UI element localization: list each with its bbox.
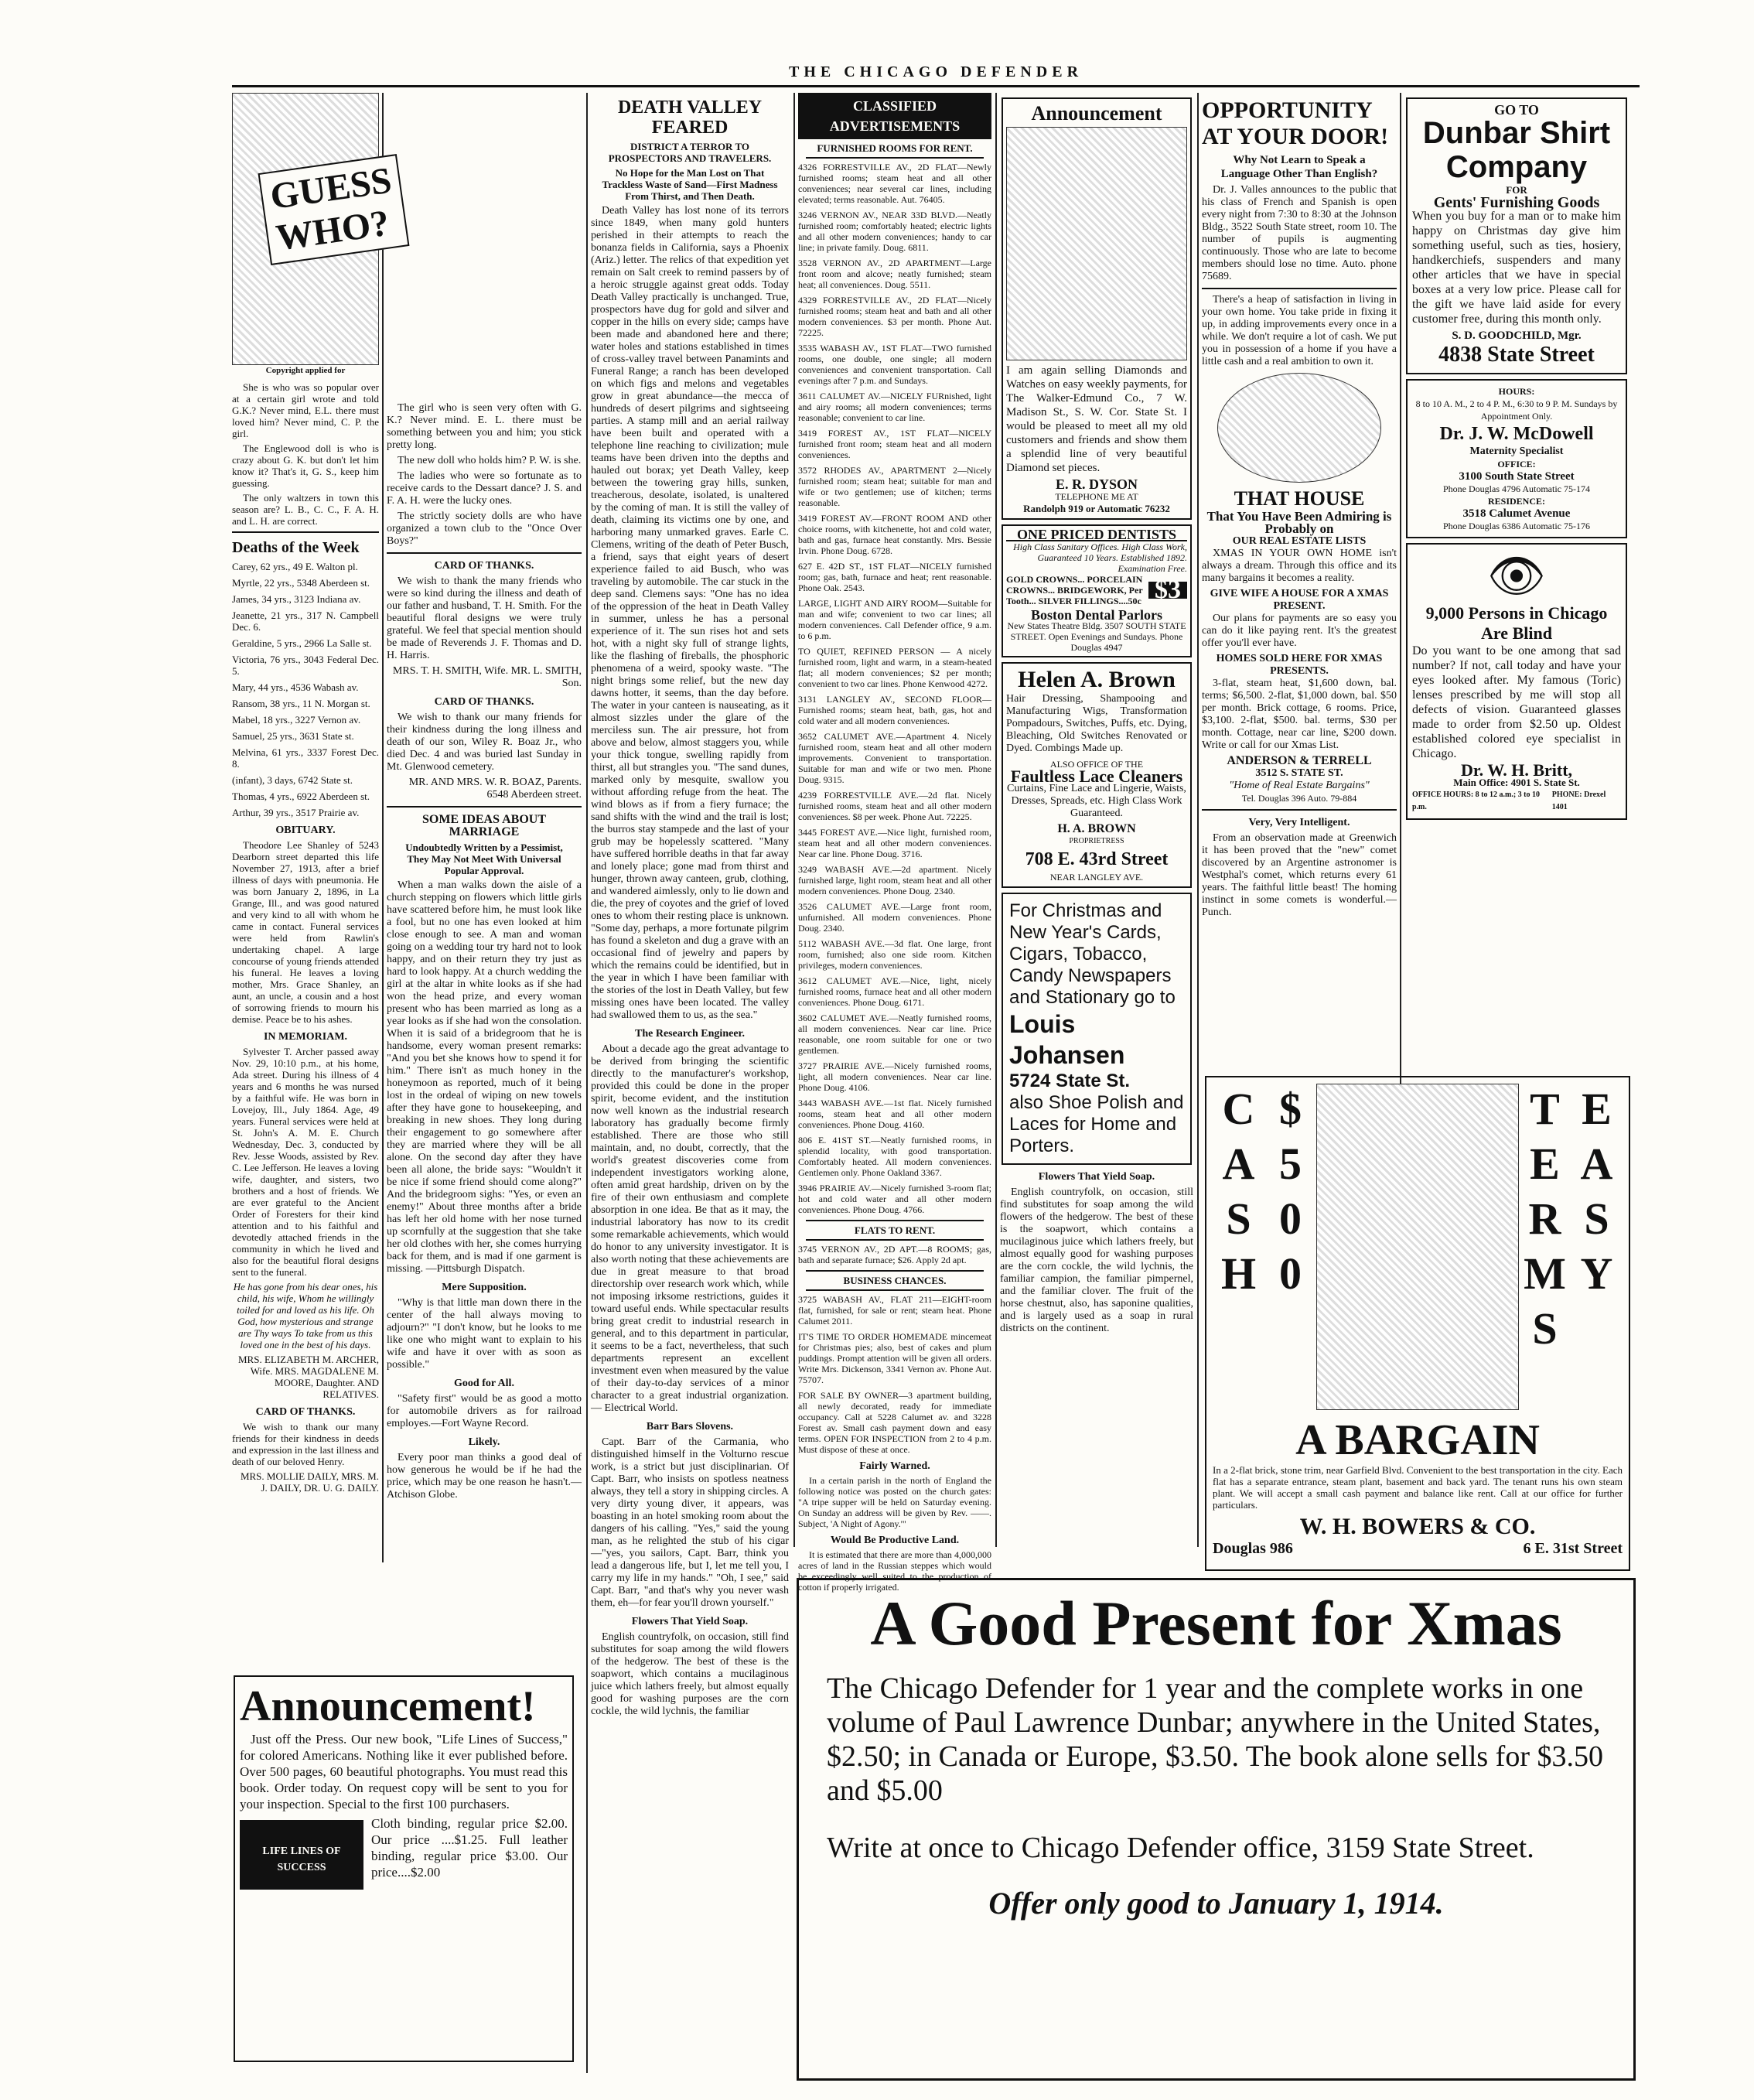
terrell-name: ANDERSON & TERRELL — [1227, 754, 1372, 767]
mcdowell-office-phone: Phone Douglas 4796 Automatic 75-174 — [1443, 483, 1590, 494]
dunbar-text: When you buy for a man or to make him happy on Christmas day give him something useful, such as ties, hosiery, handkerchiefs, suspenders and many other articles that we have in special boxes at a very low price. Please call for the gift we have laid aside for every customer free, during this month only. — [1412, 210, 1621, 326]
cartoon-title: GUESS WHO? — [258, 154, 410, 265]
brown-services: Hair Dressing, Shampooing and Manufacturing Wigs, Transformation Pompadours, Switches, Puffs, etc. Dying, Bleaching, Old Switches Renovated or Dyed. Combings Made up. — [1006, 693, 1187, 754]
dyson-phone-label: TELEPHONE ME AT — [1055, 491, 1138, 502]
masthead: THE CHICAGO DEFENDER — [232, 63, 1640, 87]
mcdowell-office: 3100 South State Street — [1459, 470, 1575, 483]
death-entry: Ransom, 38 yrs., 11 N. Morgan st. — [232, 698, 370, 709]
death-entry: Thomas, 4 yrs., 6922 Aberdeen st. — [232, 790, 370, 802]
cartoon-credit: Copyright applied for — [265, 366, 346, 375]
mcdowell-hours-label: HOURS: — [1498, 386, 1535, 397]
room-listing: 5112 WABASH AVE.—3d flat. One large, front room, furnished; also one side room. Kitchen privileges, modern conveniences. — [798, 938, 991, 971]
room-listing: 3419 FOREST AV.—FRONT ROOM AND other choice rooms, with kitchenette, hot and cold water, bath and gas, furnace heat constantly. Mrs. Bessie Irvin. Phone Doug. 6728. — [798, 513, 991, 556]
flats-heading: FLATS TO RENT. — [806, 1220, 984, 1241]
mcdowell-ad — [1406, 379, 1627, 538]
intelligent-text: From an observation made at Greenwich it has been proved that the "new" comet discovered by an Argentine astronomer is Westphal's comet, which returns every 61 years. The faithful little beast! The homing instinct in some comets is wonderful.—Punch. — [1202, 832, 1397, 918]
terrell-address: 3512 S. STATE ST. — [1255, 767, 1343, 779]
column-rule — [382, 93, 384, 1562]
house-plans: Our plans for payments are so easy you can do it like paying rent. It's the greatest offer you'll ever have. — [1202, 613, 1397, 649]
britt-phone: PHONE: Drexel 1401 — [1551, 790, 1606, 811]
room-listing: 3946 PRAIRIE AV.—Nicely furnished 3-room flat; hot and cold water and all other modern conveniences. Phone Doug. 4766. — [798, 1183, 991, 1215]
death-entry: Arthur, 39 yrs., 3517 Prairie av. — [232, 807, 360, 818]
business-heading: BUSINESS CHANCES. — [806, 1270, 984, 1291]
card-thanks-signed: MR. AND MRS. W. R. BOAZ, Parents. 6548 Aberdeen street. — [408, 777, 582, 801]
column-classifieds — [798, 93, 991, 1593]
productive-text: It is estimated that there are more than 4,000,000 acres of land in the Russian steppes which would be exceedingly well suited to the production of cotton if properly irrigated. — [798, 1549, 991, 1593]
britt-text: Do you want to be one among that sad number? If not, call today and have your eyes looked after. My famous (Toric) lenses prescribed by me will stop all defects of vision. Guaranteed glasses made to order from $2.50 up. Oldest established colored eye specialist in Chicago. — [1412, 644, 1621, 760]
card-thanks-heading: CARD OF THANKS. — [255, 1406, 356, 1418]
eye-icon: 👁 — [1486, 551, 1547, 602]
bowers-building-photo — [1316, 1084, 1519, 1410]
room-listing: 3727 PRAIRIE AVE.—Nicely furnished rooms, light, all modern conveniences. Near car line. Phone Doug. 4106. — [798, 1060, 991, 1093]
dunbar-goto: GO TO — [1494, 102, 1539, 118]
dyson-ad — [1002, 97, 1192, 520]
xmas-present-ad — [797, 1578, 1636, 2081]
mcdowell-hours: 8 to 10 A. M., 2 to 4 P. M., 6:30 to 9 P. M. Sundays by Appointment Only. — [1415, 398, 1618, 422]
dunbar-for: FOR — [1506, 184, 1527, 196]
life-lines-price: Cloth binding, regular price $2.00. Our price ....$1.25. Full leather binding, regular price $3.00. Our price....$2.00 — [371, 1816, 568, 1880]
column-rule — [1197, 93, 1199, 1547]
terrell-phones: Tel. Douglas 396 Auto. 79-884 — [1241, 793, 1357, 804]
guess-item: The strictly society dolls are who have organized a town club to the "Once Over Boys?" — [387, 510, 582, 547]
guess-item: The Englewood doll is who is crazy about G. K. but don't let him know it? That's it, G. S., keep him guessing. — [232, 442, 379, 489]
room-listing: 3612 CALUMET AVE.—Nice, light, nicely furnished rooms, furnace heat and all other modern conveniences. Phone Doug. 6171. — [798, 975, 991, 1008]
death-entry: James, 34 yrs., 3123 Indiana av. — [232, 593, 361, 605]
dentist-lines: High Class Sanitary Offices. High Class Work, Guaranteed 10 Years. Established 1892. Examination Free. — [1013, 541, 1187, 574]
guess-item: The new doll who holds him? P. W. is she. — [398, 455, 582, 466]
life-lines-text: Just off the Press. Our new book, "Life Lines of Success," for colored Americans. Nothing like it ever published before. Over 500 pages, 60 beautiful photographs. You must read this book. Order today. On request copy will be sent to you for your inspection. Special to the first 100 purchasers. — [240, 1732, 568, 1811]
room-listing: 627 E. 42D ST., 1ST FLAT—NICELY furnished room; gas, bath, furnace and heat; rent reasonable. Phone Oak. 2543. — [798, 561, 991, 593]
britt-hours: OFFICE HOURS: 8 to 12 a.m.; 3 to 10 p.m. — [1412, 790, 1540, 811]
britt-office: Main Office: 4901 S. State St. — [1453, 777, 1580, 788]
dentist-name: Boston Dental Parlors — [1031, 607, 1162, 623]
obituary-heading: OBITUARY. — [275, 825, 336, 836]
good-text: "Safety first" would be as good a motto for automobile drivers as for railroad employes.—Fort Wayne Record. — [387, 1393, 582, 1429]
brown-address: 708 E. 43rd Street — [1025, 849, 1169, 869]
bowers-phone: Douglas 986 — [1213, 1540, 1293, 1557]
barr-text: Capt. Barr of the Carmania, who distinguished himself in the Volturno rescue work, is a strict but just disciplinarian. Of Capt. Barr, who insists on spotless neatness always, they tell a story in shipping circles. A very dirty young diver, it appears, was boasting in an hotel smoking room about the dangers of his calling. "Yes," said the young man, as he relighted the stub of his cigar—"yes, you sailors, Capt. Barr, think you lead a dangerous life, but I, let me tell you, I carry my life in my hands." "Oh, I see," said Capt. Barr, "and that's why you never wash them, eh—for fear you'll drown yourself." — [591, 1436, 789, 1609]
xmas-write-text: Write at once to Chicago Defender office, 3159 State Street. — [827, 1832, 1534, 1864]
room-listing: 3602 CALUMET AVE.—Neatly furnished rooms, all modern conveniences. Near car line. Price reasonable, one room suitable for one or two gentlemen. — [798, 1012, 991, 1056]
intelligent-heading: Very, Very Intelligent. — [1248, 817, 1350, 828]
xmas-offer-expiry: Offer only good to January 1, 1914. — [988, 1886, 1444, 1921]
britt-heading: 9,000 Persons in Chicago Are Blind — [1425, 603, 1608, 643]
brown-proprietor: H. A. BROWN — [1057, 822, 1136, 835]
house-xmas: XMAS IN YOUR OWN HOME isn't always a dream. Through this office and its many bargains it becomes a reality. — [1202, 548, 1397, 584]
deaths-list — [232, 561, 379, 818]
dyson-text: I am again selling Diamonds and Watches on easy weekly payments, for The Walker-Edmund Co., 7 W. Madison St., S. W. Cor. State St. I would be pleased to meet all my old customers and friends and show them a splendid line of very beautiful Diamond set pieces. — [1006, 364, 1187, 474]
dentist-ad — [1002, 524, 1192, 657]
death-valley-text: Death Valley has lost none of its terrors since 1849, when many gold hunters perished in their attempts to reach the bonanza fields in California, says a Phoenix (Ariz.) letter. The relics of that expedition yet remain on Salt creek to remind passers by of a heroic struggle against great odds. Today Death Valley practically is unchanged. True, prospectors have dug for gold and silver and copper in the hills on every side; camps have been made and abandoned here and there; water holes and stations established in times of cross-valley travel between Panamints and Funeral Range; a ranch has been developed on which figs and melons and vegetables grow in great abundance—the mecca of hundreds of desert pilgrims and sightseeing parties. A stamp mill and an aerial railway have been built and operated with a telephone line reaching to civilization; mule teams have been driven into the depths and hauled out borax; yet Death Valley, keep between the towering gray hills, sunken, treacherous, desolate, isolated, is unaltered by the coming of man. It is still the valley of death, claiming its victims one by one, and harboring many unmarked graves. Earle C. Clemens, writing of the death of Peter Busch, a friend, says that eight years of desert experience failed to aid Busch, who was traveling by automobile. The car stuck in the deep sand. Clemens says: "One has no idea of the oppression of the heat in Death Valley in summer, unless he has a personal experience of it. The sun rises hot and sets hot, with a night sky full of strange lights, like the flashing of fireballs, the phosphoric phenomena of a weird, spooky waste. "The night brings some relief, but the new day dawns hotter, it seems, than the day before. The water in your canteen is nauseating, as it almost sizzles under the glare of the merciless sun. The air pressure, hot from above and below, almost staggers you, while your thick tongue, swelling rapidly from thirst, all but strangles you. "The sand dunes, marked only by mesquite, swallow you without affording refuge from the heat. The wind blows as if from a fiery furnace; the sand shifts with the wind and the trail is lost; the burros stay stampede and the last of your grub may be hopelessly scattered. "Many have suffered horrible deaths in that far away and lonely place; gone mad from thirst and hunger, thrown away canteen, grub, clothing, and wandered aimlessly, only to lie down and die, the prey of coyotes and the grief of loved ones to whom their resting place is unknown. "Some day, perhaps, a more fortunate pilgrim has found a skeleton and dug a grave with an occasional find of jewelry and papers by which the remains could be identified, but in the year in which I have been familiar with the stories of the lost in Death Valley, but few missing ones have been located. The valley had swallowed them to us, as the sea." — [591, 205, 789, 1021]
dentist-price: $3 — [1148, 582, 1187, 599]
death-entry: Victoria, 76 yrs., 3043 Federal Dec. 5. — [232, 654, 379, 677]
room-listing: 4239 FORRESTVILLE AVE.—2d flat. Nicely furnished rooms, steam heat and all other modern conveniences. $8 per week. Phone Aut. 72225. — [798, 790, 991, 822]
house-give: GIVE WIFE A HOUSE FOR A XMAS PRESENT. — [1210, 588, 1389, 612]
card-thanks-heading: CARD OF THANKS. — [434, 696, 534, 708]
room-listing: TO QUIET, REFINED PERSON — A nicely furnished room, light and warm, in a steam-heated flat; all modern conveniences; $2 per month; convenient to two car lines. Phone Kenwood 4272. — [798, 646, 991, 689]
dyson-portrait — [1006, 127, 1187, 360]
business-listing: IT'S TIME TO ORDER HOMEMADE mincemeat for Christmas pies; also, best of cakes and plum puddings. Prompt attention will be given all orders. Write Mrs. Dickenson, 3341 Vernon av. Phone Aut. 75707. — [798, 1331, 991, 1385]
room-listing: 4329 FORRESTVILLE AV., 2D FLAT—Nicely furnished rooms; steam heat and bath and all other modern conveniences. $3 per month. Phone Aut. 72225. — [798, 295, 991, 338]
soap-heading: Flowers That Yield Soap. — [1038, 1171, 1155, 1183]
guess-item: The ladies who were so fortunate as to receive cards to the Dessart dance? J. S. and F. A. H. were the lucky ones. — [387, 470, 582, 507]
dunbar-name: Dunbar Shirt Company — [1422, 116, 1611, 184]
bowers-name: W. H. BOWERS & CO. — [1299, 1514, 1536, 1539]
column-ads-c — [1404, 93, 1629, 1098]
obituary-text: Theodore Lee Shanley of 5243 Dearborn street departed this life November 27, 1913, after a brief illness of days with pneumonia. He was born January 2, 1896, in La Grange, Ill., and was good natured and very kind to all with whom he came in contact. Funeral services were held from Rawlin's undertaking chapel. A large concourse of young friends attended his funeral. He leaves a loving mother, Mrs. Grace Shanley, an aunt, an uncle, a cousin and a host of sorrowing friends to mourn his demise. Peace be to his ashes. — [232, 839, 379, 1025]
business-listing: 3725 WABASH AV., FLAT 211—EIGHT-room flat, furnished, for sale or rent; steam heat. Phone Calumet 2011. — [798, 1294, 991, 1327]
death-entry: Jeanette, 21 yrs., 317 N. Campbell Dec. 6. — [232, 610, 379, 633]
research-heading: The Research Engineer. — [635, 1028, 745, 1040]
room-listing: 3445 FOREST AVE.—Nice light, furnished room, steam heat and all other modern conveniences. Near car line. Phone Doug. 3716. — [798, 827, 991, 859]
mcdowell-name: Dr. J. W. McDowell — [1439, 424, 1594, 444]
johansen-intro: For Christmas and New Year's Cards, Cigars, Tobacco, Candy Newspapers and Stationary go to — [1009, 900, 1176, 1008]
brown-faultless: Faultless Lace Cleaners — [1010, 767, 1183, 786]
life-lines-title: Announcement! — [240, 1682, 536, 1730]
card-thanks-signed: MRS. MOLLIE DAILY, MRS. M. J. DAILY, DR. U. G. DAILY. — [240, 1470, 379, 1494]
house-sub: That You Have Been Admiring is Probably on — [1206, 509, 1392, 536]
dunbar-address: 4838 State Street — [1438, 343, 1595, 367]
memoriam-heading: IN MEMORIAM. — [263, 1031, 348, 1043]
opportunity-sub: Why Not Learn to Speak a Language Other Than English? — [1220, 154, 1378, 180]
dunbar-ad — [1406, 97, 1627, 374]
business-list — [798, 1294, 991, 1455]
room-listing: 3419 FOREST AV., 1ST FLAT—NICELY furnished front room; steam heat and all modern conveniences. — [798, 428, 991, 460]
marriage-heading: SOME IDEAS ABOUT MARRIAGE — [421, 813, 547, 838]
britt-ad — [1406, 543, 1627, 820]
death-valley-sub: DISTRICT A TERROR TO PROSPECTORS AND TRAVELERS. — [608, 141, 772, 164]
warned-heading: Fairly Warned. — [859, 1460, 930, 1472]
dunbar-manager: S. D. GOODCHILD, Mgr. — [1452, 330, 1582, 342]
likely-text: Every poor man thinks a good deal of how generous he would be if he had the price, which may be one reason he hasn't.—Atchison Globe. — [387, 1452, 582, 1501]
room-listing: 3131 LANGLEY AV., SECOND FLOOR—Furnished rooms; steam heat, bath, gas, hot and cold water and all modern conveniences. — [798, 694, 991, 726]
brown-heading: Helen A. Brown — [1018, 667, 1176, 692]
flat-listing: 3745 VERNON AV., 2D APT.—8 ROOMS; gas, bath and separate furnace; $26. Apply 2d apt. — [798, 1244, 991, 1265]
column-rule — [995, 93, 997, 1547]
opportunity-heading: OPPORTUNITY AT YOUR DOOR! — [1202, 97, 1389, 149]
death-entry: Melvina, 61 yrs., 3337 Forest Dec. 8. — [232, 746, 379, 770]
brown-curtains: Curtains, Fine Lace and Lingerie, Waists, Dresses, Spreads, etc. High Class Work Guaranteed. — [1007, 783, 1186, 819]
dyson-heading: Announcement — [1031, 102, 1162, 125]
dentist-items: GOLD CROWNS... PORCELAIN CROWNS... BRIDGEWORK, Per Tooth... SILVER FILLINGS....50c — [1006, 574, 1143, 606]
dyson-phone: Randolph 919 or Automatic 76232 — [1023, 503, 1170, 514]
house-illustration — [1217, 373, 1381, 483]
room-listing: 4326 FORRESTVILLE AV., 2D FLAT—Newly furnished rooms; steam heat and all other conveniences; near several car lines, including elevated; terms reasonable. Aut. 76405. — [798, 162, 991, 205]
xmas-heading: A Good Present for Xmas — [870, 1588, 1562, 1658]
terrell-tag: "Home of Real Estate Bargains" — [1229, 780, 1370, 791]
good-heading: Good for All. — [454, 1378, 514, 1389]
room-listing: 806 E. 41ST ST.—Neatly furnished rooms, in splendid locality, with good transportation. Comfortably heated. All modern conveniences. Gentlemen only. Phone Oakland 3367. — [798, 1135, 991, 1178]
death-valley-sub2: No Hope for the Man Lost on That Trackless Waste of Sand—First Madness From Thirst, and Then Death. — [602, 167, 778, 202]
death-entry: Geraldine, 5 yrs., 2966 La Salle st. — [232, 637, 372, 649]
soap-text: English countryfolk, on occasion, still find substitutes for soap among the wild flowers of the hedgerow. The best of these is the soapwort, which contains a mucilaginous juice which lathers freely, but almost equally good for washing purposes are the corn cockle, the wild lychnis, the familiar campion, the familiar pimpernel, and the familiar clover. The fruit of the horse chestnut, also, has saponine qualities, and is largely used as a soap in rural districts on the continent. — [1000, 1187, 1193, 1334]
dentist-address: New States Theatre Bldg. 3507 SOUTH STATE STREET. Open Evenings and Sundays. Phone Douglas 4947 — [1007, 620, 1186, 653]
marriage-text: When a man walks down the aisle of a church stepping on flowers which little girls have scattered before him, he must look like a fool, but no one has even looked at him close enough to see. A man and woman going on a wedding tour try hard not to look happy, and on their return they try just as hard to look happy. At a church wedding the girl at the altar in white looks as if she had won the head prize, and every woman present who has been married as long as a year looks as if she had won the consolation. When it is said of a bridegroom that he is handsome, every woman present remarks: "And you bet she knows how to spend it for him." There isn't as much honey in the honeymoon as reported, much of it being lost in the ordeal of wiping on new towels after they have gone to housekeeping, and breaking in new shoes. They long during their engagement to go somewhere after they are married where they will be all alone. On the second day after they have been all alone, the bride says: "Wouldn't it be nice if some friend should come along?" And the bridegroom sighs: "Yes, or even an enemy!" About three months after a bride has left her old home with her nose turned up scornfully at the suggestion that she take her old clothes with her, she comes hurrying back for them, and is mad if one garment is missing. —Pittsburgh Dispatch. — [387, 879, 582, 1275]
room-listing: 3535 WABASH AV., 1ST FLAT—TWO furnished rooms, one double, one single; all modern conveniences and convenient transportation. Call evenings after 7 p.m. and Sundays. — [798, 343, 991, 386]
card-thanks-text: We wish to thank our many friends for their kindness during the long illness and death of our son, Wiley R. Boaz Jr., who died Dec. 4 and was buried last Sunday in Mt. Glenwood cemetery. — [387, 712, 582, 773]
brown-proprietor-label: PROPRIETRESS — [1069, 837, 1124, 845]
mcdowell-office-label: OFFICE: — [1497, 459, 1536, 470]
dunbar-gents: Gents' Furnishing Goods — [1433, 194, 1600, 211]
memoriam-text: Sylvester T. Archer passed away Nov. 29, 10:10 p.m., at his home, Ada street. During his illness of 4 years and 6 months he was nursed by a faithful wife. He was born in Lovejoy, Ill., July 1864. Age, 49 years. Funeral services were held at St. John's A. M. E. Church Wednesday, Dec. 3, conducted by Rev. Jesse Woods, assisted by Rev. C. Lee Jefferson. He leaves a loving wife, daughter, and sisters, two brothers and a host of friends. We are ever grateful to the Ancient Order of Foresters for their kind attention and to his faithful and devotedly attached friends in the community in which he lived and also for the beautiful floral designs sent to the funeral. — [232, 1046, 379, 1278]
column-ads-b — [1202, 93, 1397, 1098]
opportunity-text: Dr. J. Valles announces to the public that his class of French and Spanish is open every night from 7:30 to 8:30 at the Johnson Bldg., 3522 South State street, room 10. The number of pupils is augmenting continuously. Those who are late to become members should lose no time. Auto. phone 75689. — [1202, 184, 1397, 282]
column-rule — [793, 93, 795, 1547]
guess-item: She is who was so popular over at a certain girl wrote and told G.K.? Never mind, E.L. there must loved him? Never mind, C. P. the girl. — [232, 381, 379, 439]
death-entry: Carey, 62 yrs., 49 E. Walton pl. — [232, 561, 358, 572]
room-listing: 3246 VERNON AV., NEAR 33D BLVD.—Neatly furnished room; comfortably heated; electric lights and all other modern conveniences; handy to car line; in private family. Doug. 6811. — [798, 210, 991, 253]
card-thanks-text: We wish to thank our many friends for their kindness in deeds and expression in the last illness and death of our beloved Henry. — [232, 1421, 379, 1467]
marriage-subheading: Undoubtedly Written by a Pessimist, They May Not Meet With Universal Popular Approval. — [405, 842, 563, 876]
room-listing: 3528 VERNON AV., 2D APARTMENT—Large front room and alcove; neatly furnished; steam heat; all conveniences. Doug. 5511. — [798, 258, 991, 290]
dyson-name: E. R. DYSON — [1055, 476, 1138, 492]
warned-text: In a certain parish in the north of England the following notice was posted on the church gates: "A tripe supper will be held on Saturday evening. On Sunday an address will be given by Rev. ——. Subject, 'A Night of Agony.'" — [798, 1475, 991, 1529]
house-deals: 3-flat, steam heat, $1,600 down, bal. terms; $6,500. 2-flat, $1,000 down, bal. $50 per month. Brick cottage, 6 rooms. Price, $3,100. 2-flat, $500. bal. terms, $30 per month. Cottage, near car line, $200 down. Write or call for our Xmas List. — [1202, 678, 1397, 751]
likely-heading: Likely. — [468, 1436, 500, 1448]
house-list: OUR REAL ESTATE LISTS — [1232, 535, 1367, 547]
column-rule — [586, 93, 588, 2073]
death-entry: Mary, 44 yrs., 4536 Wabash av. — [232, 681, 359, 693]
productive-heading: Would Be Productive Land. — [830, 1535, 960, 1546]
room-listing: 3526 CALUMET AVE.—Large front room, unfurnished. All modern conveniences. Phone Doug. 2340. — [798, 901, 991, 934]
mcdowell-specialty: Maternity Specialist — [1469, 446, 1564, 457]
brown-near: NEAR LANGLEY AVE. — [1049, 872, 1144, 883]
guess-item: The girl who is seen very often with G. K.? Never mind. E. L. there must be something between you and him; you stick pretty long. — [387, 402, 582, 451]
column-ads-a — [1000, 93, 1193, 1547]
rooms-list — [798, 162, 991, 1215]
memoriam-poem: He has gone from his dear ones, his child, his wife, Whom he willingly toiled for and loved as his life. Oh God, how mysterious and strange are Thy ways To take from us this loved one in the best of his days. — [233, 1281, 378, 1350]
mere-text: "Why is that little man down there in the center of the hall always moving to adjourn?" "I don't know, but he looks to me like one who might want to explain to his wife and have it over with as soon as possible." — [387, 1297, 582, 1371]
house-homes: HOMES SOLD HERE FOR XMAS PRESENTS. — [1216, 653, 1383, 677]
house-intro: There's a heap of satisfaction in living in your own home. You take pride in fixing it up, in adding improvements every once in a while. We don't require a lot of cash. We put you in possession of a home if you have a little cash and a real ambition to own it. — [1202, 294, 1397, 367]
guess-item: The only waltzers in town this season are? L. B., C. C., F. A. H. and L. H. are correct. — [232, 492, 379, 527]
memoriam-signed: MRS. ELIZABETH M. ARCHER, Wife. MRS. MAGDALENE M. MOORE, Daughter. AND RELATIVES. — [237, 1354, 379, 1400]
card-thanks-signed: MRS. T. H. SMITH, Wife. MR. L. SMITH, Son. — [392, 665, 582, 689]
guess-who-cartoon — [232, 93, 394, 365]
bowers-address: 6 E. 31st Street — [1523, 1540, 1623, 1557]
johansen-name: Louis Johansen — [1009, 1010, 1125, 1069]
death-entry: Mabel, 18 yrs., 3227 Vernon av. — [232, 714, 361, 726]
room-listing: 3652 CALUMET AVE.—Apartment 4. Nicely furnished room, steam heat and all other modern improvements. Convenient to transportation. Suitable for man and wife or two men. Phone Doug. 9315. — [798, 731, 991, 785]
column-cards — [387, 402, 582, 1872]
card-thanks-text: We wish to thank the many friends who were so kind during the illness and death of our father and husband, T. H. Smith. For the beautiful floral designs we were truly grateful. We feel that special mention should be made of Reverends J. F. Thomas and D. H. Harris. — [387, 575, 582, 661]
mcdowell-residence-phone: Phone Douglas 6386 Automatic 75-176 — [1443, 521, 1590, 531]
bowers-description: In a 2-flat brick, stone trim, near Garfield Blvd. Convenient to the best transportation in the city. Each flat has a separate entrance, steam plant, basement and back yard. The tenant runs his own steam plant. We will accept a small cash payment and balance like rent. Call at our office for further particulars. — [1213, 1464, 1623, 1511]
business-listing: FOR SALE BY OWNER—3 apartment building, all newly decorated, ready for immediate occupancy. Call at 5228 Calumet av. and 3228 Forest av. Small cash payment down and easy terms. OPEN FOR INSPECTION from 2 to 4 p.m. Must dispose of these at once. — [798, 1390, 991, 1455]
card-thanks-heading: CARD OF THANKS. — [434, 560, 534, 572]
room-listing: LARGE, LIGHT AND AIRY ROOM—Suitable for man and wife; convenient to two car lines; all modern conveniences. Call Defender office, 9 a.m. to 6 p.m. — [798, 598, 991, 641]
mcdowell-residence: 3518 Calumet Avenue — [1462, 507, 1571, 520]
room-listing: 3443 WABASH AVE.—1st flat. Nicely furnished rooms, steam heat and all other modern conveniences. Phone Doug. 4160. — [798, 1098, 991, 1130]
barr-heading: Barr Bars Slovens. — [646, 1421, 734, 1432]
house-heading: THAT HOUSE — [1234, 487, 1365, 510]
flowers-text: English countryfolk, on occasion, still find substitutes for soap among the wild flowers of the hedgerow. The best of these is the soapwort, which contains a mucilaginous juice which lathers freely, but almost equally good for washing purposes are the corn cockle, the wild lychnis, the familiar — [591, 1631, 789, 1717]
bowers-bargain: A BARGAIN — [1295, 1416, 1540, 1464]
classified-heading: CLASSIFIED ADVERTISEMENTS — [798, 93, 991, 139]
bowers-terms: EASY TERMS — [1520, 1084, 1622, 1358]
dentist-heading: ONE PRICED DENTISTS — [1006, 529, 1187, 541]
bowers-ad — [1205, 1076, 1630, 1571]
flowers-heading: Flowers That Yield Soap. — [631, 1616, 749, 1627]
xmas-offer-text: The Chicago Defender for 1 year and the complete works in one volume of Paul Lawrence Dunbar; anywhere in the United States, $2.50; in Canada or Europe, $3.50. The book alone sells for $3.50 and $5.00 — [827, 1672, 1603, 1807]
room-listing: 3572 RHODES AV., APARTMENT 2—Nicely furnished room; steam heat; suitable for man and wife or two gentlemen; use of kitchen; terms reasonable. — [798, 465, 991, 508]
bowers-cash: $500 CASH — [1213, 1084, 1316, 1303]
brown-ad — [1002, 662, 1192, 888]
johansen-more: also Shoe Polish and Laces for Home and Porters. — [1009, 1092, 1184, 1156]
johansen-ad — [1002, 893, 1192, 1165]
mcdowell-residence-label: RESIDENCE: — [1487, 496, 1545, 507]
mere-heading: Mere Supposition. — [442, 1282, 527, 1293]
research-text: About a decade ago the great advantage to be derived from bringing the scientific directly to the manufacturer's workshop, provided this could be done in the proper spirit, become evident, and the institution now well known as the industrial research laboratory has gradually become firmly established. There are those who still maintain, and, no doubt, correctly, that the world's greatest discoveries come from independent investigators working alone, often amid great hardship, driven on by the fire of their own enthusiasm and complete absorption in one idea. Be that as it may, the industrial laboratory has now to its credit some remarkable achievements, which would do honor to any university investigator. It is also worth noting that these achievements are due in great measure to that broad directorship over research work which, while not imposing irksome restrictions, guides it toward useful ends. While spectacular results bring great credit to industrial research in general, and to this department in particular, it seems to be a fact, nevertheless, that such departments represent an excellent investment even when measured by the value of their day-to-day services of a minor character to a great industrial organization. — Electrical World. — [591, 1043, 789, 1414]
death-valley-heading: DEATH VALLEY FEARED — [617, 97, 763, 138]
column-death-valley — [591, 93, 789, 2073]
book-image: LIFE LINES OF SUCCESS — [240, 1820, 363, 1890]
brown-also: ALSO OFFICE OF THE — [1049, 759, 1144, 770]
johansen-address: 5724 State St. — [1009, 1070, 1131, 1091]
death-entry: (infant), 3 days, 6742 State st. — [232, 774, 353, 786]
britt-name: Dr. W. H. Britt, — [1460, 760, 1573, 780]
deaths-heading: Deaths of the Week — [232, 539, 360, 556]
furnished-rooms-heading: FURNISHED ROOMS FOR RENT. — [806, 142, 984, 159]
room-listing: 3611 CALUMET AV.—NICELY FURnished, light and airy rooms; all modern conveniences; terms reasonable; convenient to car line. — [798, 391, 991, 423]
death-entry: Myrtle, 22 yrs., 5348 Aberdeen st. — [232, 577, 370, 589]
room-listing: 3249 WABASH AVE.—2d apartment. Nicely furnished large, light room, steam heat and all other modern conveniences. Phone Doug. 2340. — [798, 864, 991, 896]
death-entry: Samuel, 25 yrs., 3631 State st. — [232, 730, 354, 742]
